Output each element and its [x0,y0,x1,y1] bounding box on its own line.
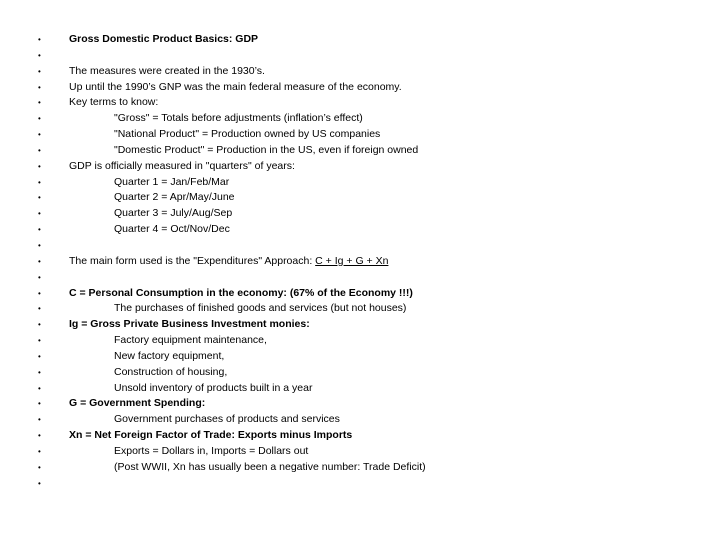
item-text [69,428,352,444]
item-text [69,80,402,96]
item-label: Xn = Net Foreign Factor of Trade: Exports minus Imports [69,429,353,442]
sub-item-text [114,127,380,143]
list-item [0,317,720,333]
bullet-icon: • [38,130,41,140]
item-label: Government purchases of products and services [114,413,340,426]
list-item [0,286,720,302]
list-item [0,127,720,143]
list-item [0,222,720,238]
bullet-icon: • [38,367,41,377]
bullet-icon: • [38,82,41,92]
list-item [0,254,720,270]
bullet-icon: • [38,288,41,298]
bullet-icon: • [38,399,41,409]
list-item [0,365,720,381]
item-label: "Domestic Product" = Production in the US, even if foreign owned [114,143,419,156]
item-text [69,95,158,111]
gdp-notes-list [0,32,720,491]
item-text [69,32,258,48]
item-label: (Post WWII, Xn has usually been a negative number: Trade Deficit) [114,460,426,473]
list-item [0,460,720,476]
item-label: G = Government Spending: [69,397,206,410]
list-item [0,111,720,127]
list-item [0,412,720,428]
item-label: Quarter 2 = Apr/May/June [114,191,235,204]
sub-item-text [114,444,308,460]
item-label: Quarter 3 = July/Aug/Sep [114,207,233,220]
list-item [0,396,720,412]
list-item [0,190,720,206]
item-label: Quarter 1 = Jan/Feb/Mar [114,175,230,188]
bullet-icon: • [38,240,41,250]
sub-item-text [114,460,426,476]
list-item [0,270,720,286]
list-item [0,206,720,222]
bullet-icon: • [38,66,41,76]
list-item [0,175,720,191]
list-item [0,349,720,365]
sub-item-text [114,190,235,206]
item-label: GDP is officially measured in "quarters" of years: [69,159,295,172]
bullet-icon: • [38,446,41,456]
sub-item-text [114,301,406,317]
formula-text: C + Ig + G + Xn [315,254,389,267]
sub-item-text [114,349,224,365]
item-label: Key terms to know: [69,96,159,109]
item-text [69,254,388,270]
sub-item-text [114,365,227,381]
sub-item-text [114,175,229,191]
bullet-icon: • [38,177,41,187]
list-item [0,32,720,48]
list-item [0,428,720,444]
item-text [69,64,265,80]
sub-item-text [114,412,340,428]
sub-item-text [114,206,232,222]
list-item [0,80,720,96]
sub-item-text [114,111,363,127]
item-label: Up until the 1990’s GNP was the main federal measure of the economy. [69,80,402,93]
list-item [0,95,720,111]
bullet-icon: • [38,320,41,330]
sub-item-text [114,333,267,349]
list-item [0,143,720,159]
bullet-icon: • [38,161,41,171]
bullet-icon: • [38,50,41,60]
item-label: Gross Domestic Product Basics: GDP [69,33,259,45]
bullet-icon: • [38,114,41,124]
item-label: Construction of housing, [114,365,228,378]
list-item [0,64,720,80]
bullet-icon: • [38,145,41,155]
sub-item-text [114,222,230,238]
list-item [0,159,720,175]
bullet-icon: • [38,336,41,346]
list-item [0,381,720,397]
item-label: The purchases of finished goods and services (but not houses) [114,302,407,315]
bullet-icon: • [38,415,41,425]
item-label: New factory equipment, [114,349,225,362]
bullet-icon: • [38,35,41,44]
bullet-icon: • [38,462,41,472]
bullet-icon: • [38,225,41,235]
item-label: Exports = Dollars in, Imports = Dollars out [114,444,309,457]
bullet-icon: • [38,272,41,282]
item-label: Ig = Gross Private Business Investment monies: [69,318,310,331]
list-item [0,476,720,492]
bullet-icon: • [38,478,41,488]
list-item [0,333,720,349]
bullet-icon: • [38,383,41,393]
list-item [0,48,720,64]
bullet-icon: • [38,351,41,361]
item-text [69,286,413,302]
item-text [69,317,310,333]
sub-item-text [114,143,418,159]
item-text [69,396,205,412]
bullet-icon: • [38,256,41,266]
item-label: Factory equipment maintenance, [114,334,267,347]
bullet-icon: • [38,193,41,203]
item-text [69,159,295,175]
list-item [0,238,720,254]
sub-item-text [114,381,312,397]
item-label: "National Product" = Production owned by US companies [114,128,381,141]
item-label: Quarter 4 = Oct/Nov/Dec [114,223,230,236]
bullet-icon: • [38,304,41,314]
bullet-icon: • [38,209,41,219]
list-item [0,301,720,317]
item-label: C = Personal Consumption in the economy: (67% of the Economy !!!) [69,286,413,299]
bullet-icon: • [38,98,41,108]
item-label: "Gross" = Totals before adjustments (inflation’s effect) [114,112,363,125]
item-label: Unsold inventory of products built in a year [114,381,313,394]
item-label: The measures were created in the 1930’s. [69,64,265,77]
bullet-icon: • [38,431,41,441]
item-label: The main form used is the "Expenditures" Approach: [69,254,316,267]
list-item [0,444,720,460]
